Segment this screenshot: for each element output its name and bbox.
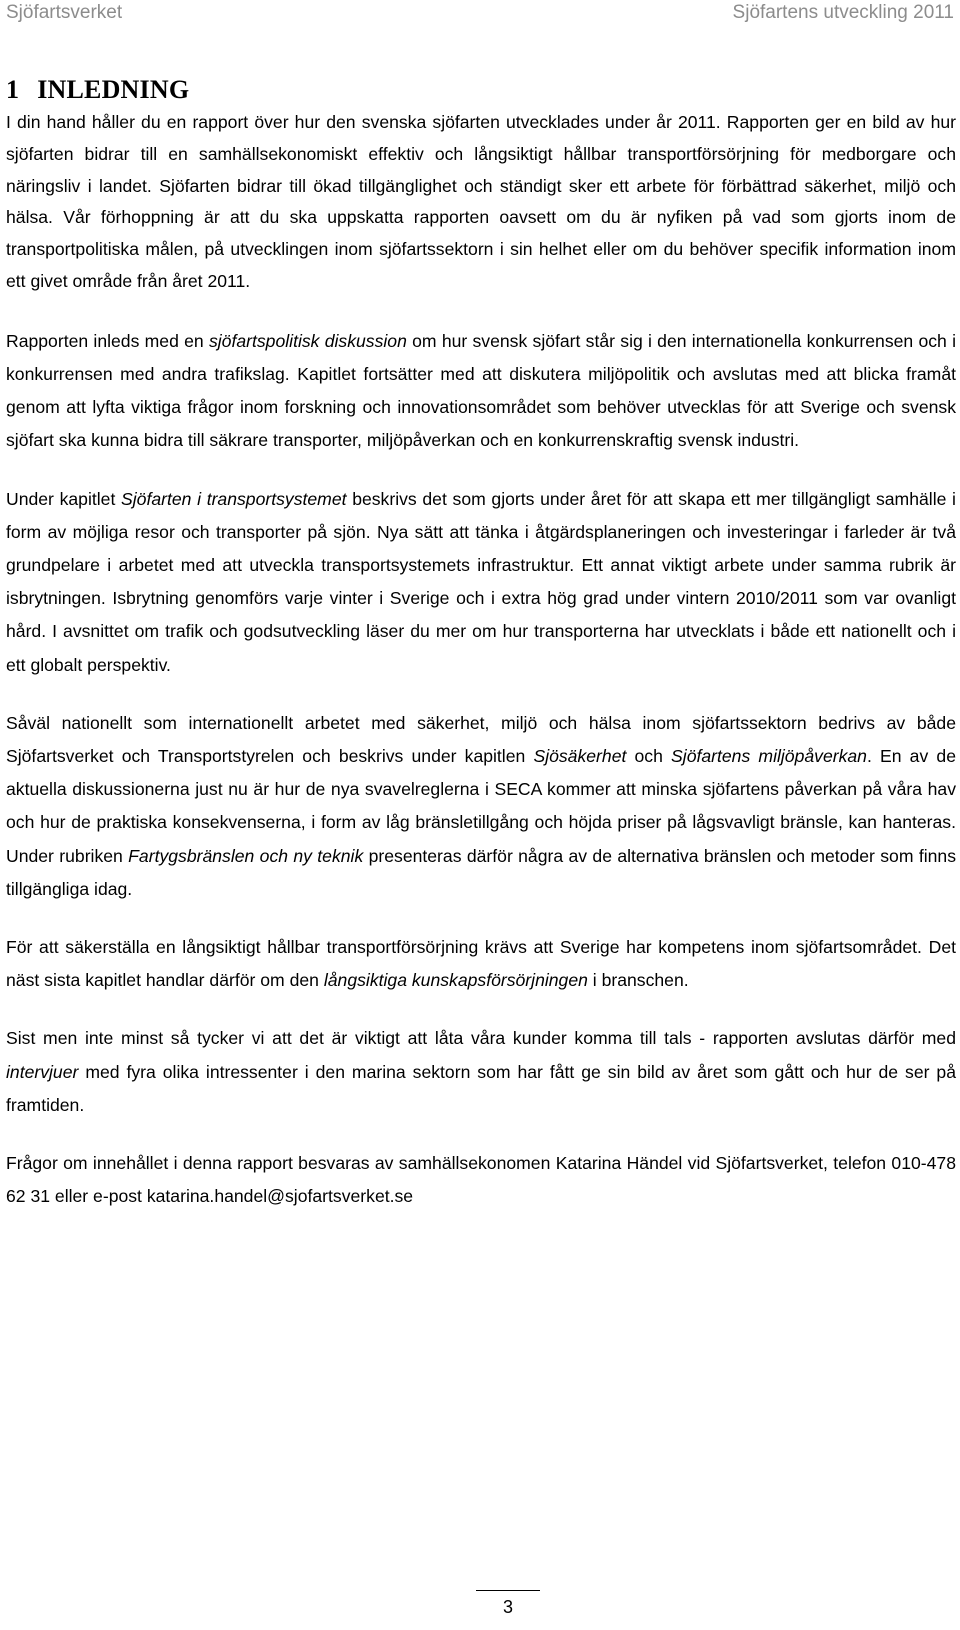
chapter-number: 1 (6, 75, 20, 104)
paragraph-text: Sist men inte minst så tycker vi att det är viktigt att låta våra kunder komma till tals - rapporten avslutas därför med (6, 1028, 956, 1049)
page-number: 3 (502, 1597, 513, 1617)
paragraph-text: och (626, 746, 672, 767)
paragraph-text: presenteras därför några av de alternativa bränslen och metoder som finns tillgängliga idag. (6, 845, 956, 899)
paragraph-text: Såväl nationellt som internationellt arbetet med säkerhet, miljö och hälsa inom sjöfartssektorn bedrivs av både Sjöfartsverket och Transportstyrelen och beskrivs under kapitlen (6, 712, 956, 767)
italic-term: Fartygsbränslen och ny teknik (128, 845, 364, 866)
paragraph-text: Under kapitlet (6, 488, 122, 509)
paragraph-text: beskrivs det som gjorts under året för att skapa ett mer tillgängligt samhälle i form av möjliga resor och transporter på sjön. Nya sätt att tänka i åtgärdsplaneringen och investeringar i farleder är två grundpelare i arbetet med att utveckla transportsystemets infrastruktur. Ett annat viktigt arbete under samma rubrik är isbrytningen. Isbrytning genomförs varje vinter i Sverige och i extra hög grad under vintern 2010/2011 som var ovanligt hård. I avsnittet om trafik och godsutveckling läser du mer om hur transporterna har utvecklats i både ett nationellt och i ett globalt perspektiv. (6, 488, 956, 675)
paragraph-transport-system (6, 483, 956, 682)
header-organization: Sjöfartsverket (6, 2, 123, 23)
page-header (6, 2, 954, 30)
document-body (6, 73, 956, 1238)
paragraph-interviews (6, 1022, 956, 1122)
header-report-title: Sjöfartens utveckling 2011 (732, 2, 954, 23)
paragraph-policy (6, 325, 956, 458)
chapter-title: INLEDNING (37, 75, 190, 104)
paragraph-intro (6, 107, 956, 298)
paragraph-text: I din hand håller du en rapport över hur den svenska sjöfarten utvecklades under år 2011. Rapporten ger en bild av hur sjöfarten bidrar till en samhällsekonomiskt effektiv och långsiktigt hållbar transportförsörjning för medborgare och näringsliv i landet. Sjöfarten bidrar till ökad tillgänglighet och ständigt sker ett arbete för förbättrad säkerhet, miljö och hälsa. Vår förhoppning är att du ska uppskatta rapporten oavsett om du är nyfiken på vad som gjorts inom de transportpolitiska målen, på utvecklingen inom sjöfartssektorn i sin helhet eller om du behöver specifik information inom ett givet område från året 2011. (6, 112, 956, 291)
paragraph-text: . En av de aktuella diskussionerna just nu är hur de nya svavelreglerna i SECA kommer att minska sjöfartens påverkan på våra hav och hur de praktiska konsekvenserna, i form av låg bränsletillgång och höjda priser på lågsvavligt bränsle, kan hanteras. Under rubriken (6, 746, 956, 866)
paragraph-text: Rapporten inleds med en (6, 330, 209, 351)
paragraph-text: Frågor om innehållet i denna rapport besvaras av samhällsekonomen Katarina Händel vid Sjöfartsverket, telefon 010-478 62 31 eller e-post katarina.handel@sjofartsverket.se (6, 1153, 956, 1207)
paragraph-text: om hur svensk sjöfart står sig i den internationella konkurrensen och i konkurrensen med andra trafikslag. Kapitlet fortsätter med att diskutera miljöpolitik och avslutas med att blicka framåt genom att lyfta viktiga frågor inom forskning och innovationsområdet som behöver utvecklas för att Sverige och svensk sjöfart ska kunna bidra till säkrare transporter, miljöpåverkan och en konkurrenskraftig svensk industri. (6, 330, 956, 451)
paragraph-text: i branschen. (587, 970, 689, 991)
italic-term: sjöfartspolitisk diskussion (208, 330, 407, 351)
footer-divider (476, 1590, 540, 1591)
italic-term: Sjöfartens miljöpåverkan (671, 746, 867, 767)
paragraph-competence (6, 931, 956, 997)
chapter-heading (6, 73, 956, 107)
paragraph-safety-environment (6, 707, 956, 906)
italic-term: långsiktiga kunskapsförsörjningen (323, 970, 588, 991)
italic-term: Sjösäkerhet (533, 746, 627, 767)
italic-term: intervjuer (6, 1061, 79, 1082)
paragraph-contact (6, 1147, 956, 1213)
italic-term: Sjöfarten i transportsystemet (121, 488, 347, 509)
paragraph-text: med fyra olika intressenter i den marina sektorn som har fått ge sin bild av året som gått och hur de ser på framtiden. (6, 1061, 956, 1115)
paragraph-text: För att säkerställa en långsiktigt hållbar transportförsörjning krävs att Sverige har kompetens inom sjöfartsområdet. Det näst sista kapitlet handlar därför om den (6, 937, 956, 991)
